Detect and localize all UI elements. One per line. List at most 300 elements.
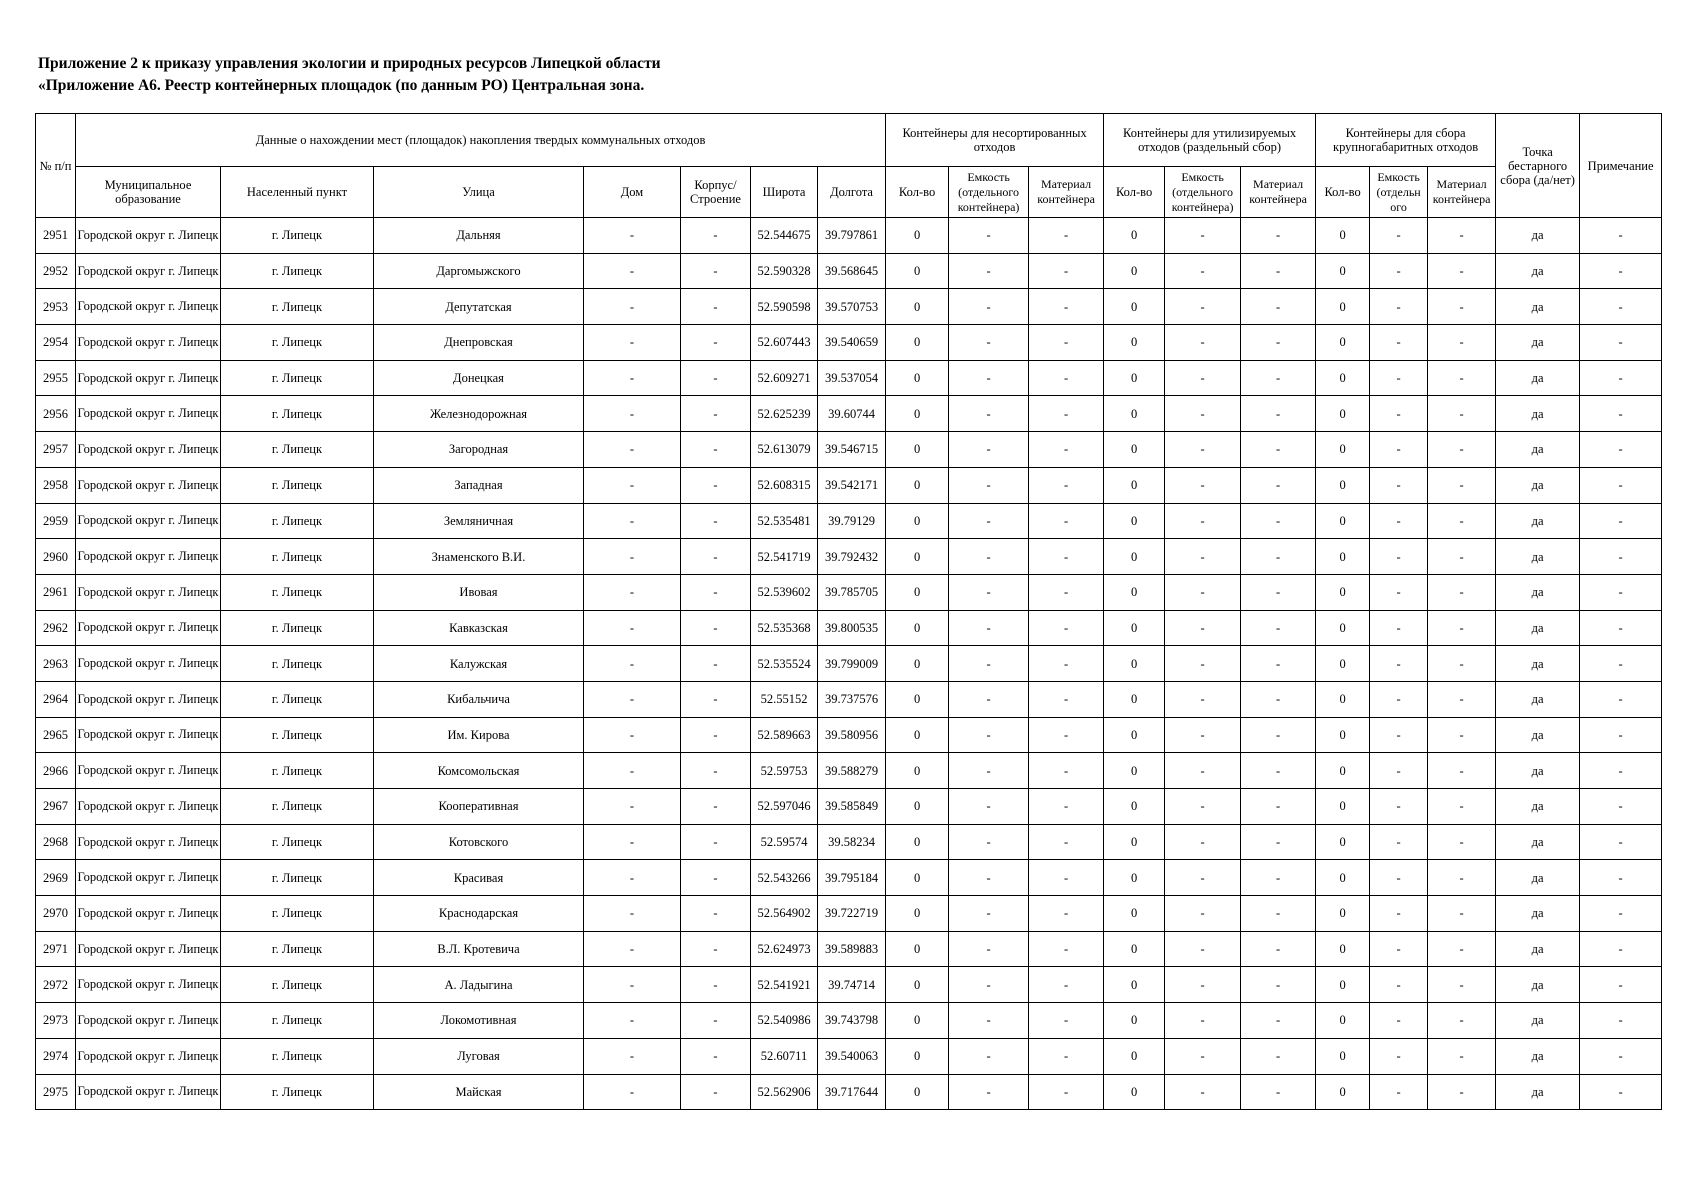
cell-number: 2957: [36, 432, 76, 468]
cell-unsorted-capacity: -: [949, 360, 1029, 396]
cell-bulky-count: 0: [1316, 1074, 1370, 1110]
cell-recyclable-material: -: [1241, 931, 1316, 967]
cell-bulky-capacity: -: [1370, 967, 1428, 1003]
cell-unsorted-count: 0: [886, 931, 949, 967]
cell-bulky-count: 0: [1316, 432, 1370, 468]
cell-bulky-capacity: -: [1370, 646, 1428, 682]
cell-street: Днепровская: [374, 325, 584, 361]
cell-street: Депутатская: [374, 289, 584, 325]
table-row: [36, 539, 1662, 575]
cell-unsorted-material: -: [1029, 1038, 1104, 1074]
cell-recyclable-material: -: [1241, 681, 1316, 717]
cell-bulky-material: -: [1428, 539, 1496, 575]
col-header-note: Примечание: [1580, 114, 1662, 218]
cell-latitude: 52.590598: [751, 289, 818, 325]
cell-unsorted-count: 0: [886, 610, 949, 646]
cell-bulky-capacity: -: [1370, 503, 1428, 539]
cell-bulky-capacity: -: [1370, 860, 1428, 896]
cell-settlement: г. Липецк: [221, 824, 374, 860]
table-row: [36, 1074, 1662, 1110]
cell-recyclable-count: 0: [1104, 467, 1165, 503]
cell-recyclable-count: 0: [1104, 1003, 1165, 1039]
cell-municipality: Городской округ г. Липецк: [76, 1038, 221, 1074]
cell-building: -: [681, 967, 751, 1003]
cell-bulky-material: -: [1428, 1003, 1496, 1039]
cell-unsorted-count: 0: [886, 896, 949, 932]
cell-latitude: 52.543266: [751, 860, 818, 896]
cell-bulky-material: -: [1428, 860, 1496, 896]
cell-house: -: [584, 860, 681, 896]
cell-municipality: Городской округ г. Липецк: [76, 789, 221, 825]
cell-unsorted-material: -: [1029, 860, 1104, 896]
cell-bulky-capacity: -: [1370, 1074, 1428, 1110]
cell-unsorted-count: 0: [886, 717, 949, 753]
cell-number: 2973: [36, 1003, 76, 1039]
cell-number: 2954: [36, 325, 76, 361]
cell-recyclable-count: 0: [1104, 325, 1165, 361]
cell-collection-point: да: [1496, 432, 1580, 468]
cell-street: Кооперативная: [374, 789, 584, 825]
cell-recyclable-capacity: -: [1165, 396, 1241, 432]
cell-unsorted-material: -: [1029, 824, 1104, 860]
cell-street: А. Ладыгина: [374, 967, 584, 1003]
cell-note: -: [1580, 1074, 1662, 1110]
cell-collection-point: да: [1496, 396, 1580, 432]
cell-note: -: [1580, 717, 1662, 753]
cell-street: Локомотивная: [374, 1003, 584, 1039]
cell-number: 2974: [36, 1038, 76, 1074]
cell-bulky-count: 0: [1316, 1038, 1370, 1074]
cell-unsorted-capacity: -: [949, 753, 1029, 789]
cell-municipality: Городской округ г. Липецк: [76, 289, 221, 325]
cell-collection-point: да: [1496, 646, 1580, 682]
cell-bulky-capacity: -: [1370, 753, 1428, 789]
cell-house: -: [584, 432, 681, 468]
cell-bulky-material: -: [1428, 824, 1496, 860]
cell-recyclable-count: 0: [1104, 753, 1165, 789]
table-row: [36, 789, 1662, 825]
cell-bulky-count: 0: [1316, 860, 1370, 896]
cell-unsorted-count: 0: [886, 574, 949, 610]
table-row: [36, 610, 1662, 646]
cell-unsorted-capacity: -: [949, 1038, 1029, 1074]
col-header-bulky-capacity: Емкость (отдельн ого: [1370, 167, 1428, 218]
cell-municipality: Городской округ г. Липецк: [76, 539, 221, 575]
cell-unsorted-material: -: [1029, 539, 1104, 575]
cell-bulky-material: -: [1428, 325, 1496, 361]
cell-number: 2971: [36, 931, 76, 967]
cell-note: -: [1580, 253, 1662, 289]
cell-recyclable-capacity: -: [1165, 896, 1241, 932]
cell-building: -: [681, 646, 751, 682]
cell-bulky-material: -: [1428, 717, 1496, 753]
cell-unsorted-capacity: -: [949, 289, 1029, 325]
cell-bulky-capacity: -: [1370, 289, 1428, 325]
cell-recyclable-count: 0: [1104, 931, 1165, 967]
cell-recyclable-count: 0: [1104, 360, 1165, 396]
cell-unsorted-capacity: -: [949, 717, 1029, 753]
cell-building: -: [681, 610, 751, 646]
cell-latitude: 52.59574: [751, 824, 818, 860]
cell-note: -: [1580, 860, 1662, 896]
cell-collection-point: да: [1496, 753, 1580, 789]
cell-recyclable-material: -: [1241, 1038, 1316, 1074]
cell-bulky-capacity: -: [1370, 931, 1428, 967]
document-heading: [38, 53, 661, 97]
cell-bulky-capacity: -: [1370, 325, 1428, 361]
cell-house: -: [584, 681, 681, 717]
cell-recyclable-material: -: [1241, 967, 1316, 1003]
cell-number: 2961: [36, 574, 76, 610]
cell-building: -: [681, 860, 751, 896]
cell-recyclable-count: 0: [1104, 681, 1165, 717]
cell-bulky-capacity: -: [1370, 253, 1428, 289]
cell-recyclable-capacity: -: [1165, 646, 1241, 682]
cell-number: 2968: [36, 824, 76, 860]
cell-bulky-material: -: [1428, 432, 1496, 468]
cell-recyclable-count: 0: [1104, 789, 1165, 825]
cell-recyclable-material: -: [1241, 503, 1316, 539]
cell-municipality: Городской округ г. Липецк: [76, 610, 221, 646]
cell-collection-point: да: [1496, 610, 1580, 646]
cell-municipality: Городской округ г. Липецк: [76, 646, 221, 682]
cell-settlement: г. Липецк: [221, 325, 374, 361]
cell-unsorted-count: 0: [886, 289, 949, 325]
col-group-location: Данные о нахождении мест (площадок) накопления твердых коммунальных отходов: [76, 114, 886, 167]
cell-unsorted-capacity: -: [949, 253, 1029, 289]
cell-bulky-capacity: -: [1370, 1003, 1428, 1039]
cell-bulky-material: -: [1428, 1038, 1496, 1074]
cell-note: -: [1580, 432, 1662, 468]
cell-settlement: г. Липецк: [221, 253, 374, 289]
cell-settlement: г. Липецк: [221, 717, 374, 753]
cell-street: Кибальчича: [374, 681, 584, 717]
cell-recyclable-count: 0: [1104, 646, 1165, 682]
col-header-unsorted-count: Кол-во: [886, 167, 949, 218]
cell-collection-point: да: [1496, 967, 1580, 1003]
cell-settlement: г. Липецк: [221, 860, 374, 896]
cell-number: 2966: [36, 753, 76, 789]
cell-unsorted-count: 0: [886, 1038, 949, 1074]
cell-latitude: 52.564902: [751, 896, 818, 932]
cell-longitude: 39.585849: [818, 789, 886, 825]
cell-number: 2958: [36, 467, 76, 503]
cell-street: Красивая: [374, 860, 584, 896]
col-header-recyclable-capacity: Емкость (отдельного контейнера): [1165, 167, 1241, 218]
cell-number: 2970: [36, 896, 76, 932]
cell-bulky-material: -: [1428, 253, 1496, 289]
cell-unsorted-material: -: [1029, 325, 1104, 361]
cell-longitude: 39.795184: [818, 860, 886, 896]
cell-recyclable-count: 0: [1104, 539, 1165, 575]
cell-municipality: Городской округ г. Липецк: [76, 503, 221, 539]
cell-collection-point: да: [1496, 218, 1580, 254]
cell-unsorted-count: 0: [886, 860, 949, 896]
cell-building: -: [681, 789, 751, 825]
cell-building: -: [681, 396, 751, 432]
cell-note: -: [1580, 967, 1662, 1003]
cell-house: -: [584, 396, 681, 432]
cell-house: -: [584, 539, 681, 575]
cell-house: -: [584, 824, 681, 860]
cell-unsorted-count: 0: [886, 1074, 949, 1110]
cell-unsorted-count: 0: [886, 824, 949, 860]
cell-latitude: 52.535368: [751, 610, 818, 646]
cell-building: -: [681, 717, 751, 753]
cell-note: -: [1580, 218, 1662, 254]
cell-settlement: г. Липецк: [221, 1074, 374, 1110]
cell-unsorted-material: -: [1029, 681, 1104, 717]
cell-recyclable-material: -: [1241, 896, 1316, 932]
cell-recyclable-material: -: [1241, 860, 1316, 896]
cell-number: 2969: [36, 860, 76, 896]
cell-bulky-count: 0: [1316, 289, 1370, 325]
cell-recyclable-material: -: [1241, 574, 1316, 610]
col-header-bulky-count: Кол-во: [1316, 167, 1370, 218]
cell-building: -: [681, 753, 751, 789]
cell-unsorted-capacity: -: [949, 432, 1029, 468]
cell-bulky-capacity: -: [1370, 574, 1428, 610]
cell-unsorted-material: -: [1029, 218, 1104, 254]
cell-latitude: 52.55152: [751, 681, 818, 717]
cell-recyclable-capacity: -: [1165, 325, 1241, 361]
cell-latitude: 52.562906: [751, 1074, 818, 1110]
cell-recyclable-capacity: -: [1165, 789, 1241, 825]
cell-longitude: 39.537054: [818, 360, 886, 396]
cell-municipality: Городской округ г. Липецк: [76, 753, 221, 789]
cell-recyclable-capacity: -: [1165, 467, 1241, 503]
col-header-municipality: Муниципальное образование: [76, 167, 221, 218]
cell-municipality: Городской округ г. Липецк: [76, 896, 221, 932]
cell-bulky-count: 0: [1316, 396, 1370, 432]
cell-unsorted-capacity: -: [949, 539, 1029, 575]
cell-longitude: 39.74714: [818, 967, 886, 1003]
table-row: [36, 717, 1662, 753]
cell-bulky-material: -: [1428, 967, 1496, 1003]
cell-building: -: [681, 824, 751, 860]
cell-unsorted-capacity: -: [949, 896, 1029, 932]
cell-unsorted-count: 0: [886, 646, 949, 682]
cell-unsorted-material: -: [1029, 396, 1104, 432]
cell-latitude: 52.535481: [751, 503, 818, 539]
cell-recyclable-material: -: [1241, 1003, 1316, 1039]
cell-unsorted-count: 0: [886, 753, 949, 789]
cell-municipality: Городской округ г. Липецк: [76, 931, 221, 967]
col-header-number: № п/п: [36, 114, 76, 218]
cell-settlement: г. Липецк: [221, 1003, 374, 1039]
cell-longitude: 39.737576: [818, 681, 886, 717]
cell-recyclable-count: 0: [1104, 824, 1165, 860]
cell-longitude: 39.743798: [818, 1003, 886, 1039]
cell-latitude: 52.535524: [751, 646, 818, 682]
cell-bulky-capacity: -: [1370, 467, 1428, 503]
table-row: [36, 396, 1662, 432]
cell-bulky-material: -: [1428, 218, 1496, 254]
cell-unsorted-material: -: [1029, 289, 1104, 325]
cell-note: -: [1580, 931, 1662, 967]
cell-number: 2967: [36, 789, 76, 825]
cell-recyclable-material: -: [1241, 467, 1316, 503]
cell-recyclable-capacity: -: [1165, 824, 1241, 860]
cell-note: -: [1580, 289, 1662, 325]
cell-collection-point: да: [1496, 467, 1580, 503]
cell-building: -: [681, 432, 751, 468]
cell-longitude: 39.580956: [818, 717, 886, 753]
container-site-registry-table: [35, 113, 1662, 1110]
cell-recyclable-material: -: [1241, 610, 1316, 646]
cell-recyclable-capacity: -: [1165, 574, 1241, 610]
cell-number: 2960: [36, 539, 76, 575]
cell-longitude: 39.800535: [818, 610, 886, 646]
cell-number: 2964: [36, 681, 76, 717]
cell-settlement: г. Липецк: [221, 289, 374, 325]
cell-note: -: [1580, 574, 1662, 610]
cell-recyclable-capacity: -: [1165, 860, 1241, 896]
cell-street: Майская: [374, 1074, 584, 1110]
cell-building: -: [681, 503, 751, 539]
cell-unsorted-material: -: [1029, 253, 1104, 289]
cell-street: Кавказская: [374, 610, 584, 646]
table-row: [36, 218, 1662, 254]
cell-longitude: 39.799009: [818, 646, 886, 682]
table-row: [36, 574, 1662, 610]
col-header-bulky-material: Материал контейнера: [1428, 167, 1496, 218]
cell-bulky-count: 0: [1316, 539, 1370, 575]
table-row: [36, 681, 1662, 717]
cell-settlement: г. Липецк: [221, 896, 374, 932]
cell-note: -: [1580, 646, 1662, 682]
cell-longitude: 39.540659: [818, 325, 886, 361]
cell-recyclable-count: 0: [1104, 396, 1165, 432]
cell-house: -: [584, 503, 681, 539]
col-header-street: Улица: [374, 167, 584, 218]
cell-longitude: 39.546715: [818, 432, 886, 468]
cell-street: Земляничная: [374, 503, 584, 539]
cell-longitude: 39.570753: [818, 289, 886, 325]
cell-unsorted-count: 0: [886, 360, 949, 396]
cell-latitude: 52.541921: [751, 967, 818, 1003]
cell-settlement: г. Липецк: [221, 789, 374, 825]
cell-unsorted-material: -: [1029, 1003, 1104, 1039]
cell-building: -: [681, 896, 751, 932]
cell-bulky-count: 0: [1316, 503, 1370, 539]
cell-latitude: 52.624973: [751, 931, 818, 967]
cell-municipality: Городской округ г. Липецк: [76, 717, 221, 753]
cell-bulky-capacity: -: [1370, 789, 1428, 825]
cell-house: -: [584, 646, 681, 682]
cell-house: -: [584, 789, 681, 825]
cell-recyclable-capacity: -: [1165, 1074, 1241, 1110]
cell-bulky-count: 0: [1316, 753, 1370, 789]
cell-bulky-count: 0: [1316, 717, 1370, 753]
col-header-longitude: Долгота: [818, 167, 886, 218]
cell-building: -: [681, 1074, 751, 1110]
cell-street: Железнодорожная: [374, 396, 584, 432]
col-header-recyclable-material: Материал контейнера: [1241, 167, 1316, 218]
cell-house: -: [584, 218, 681, 254]
cell-collection-point: да: [1496, 681, 1580, 717]
cell-unsorted-count: 0: [886, 218, 949, 254]
cell-settlement: г. Липецк: [221, 610, 374, 646]
table-row: [36, 253, 1662, 289]
cell-street: Комсомольская: [374, 753, 584, 789]
cell-bulky-material: -: [1428, 646, 1496, 682]
cell-bulky-capacity: -: [1370, 1038, 1428, 1074]
cell-bulky-count: 0: [1316, 967, 1370, 1003]
cell-latitude: 52.607443: [751, 325, 818, 361]
table-row: [36, 360, 1662, 396]
cell-recyclable-capacity: -: [1165, 931, 1241, 967]
cell-longitude: 39.797861: [818, 218, 886, 254]
cell-longitude: 39.717644: [818, 1074, 886, 1110]
table-row: [36, 432, 1662, 468]
cell-unsorted-material: -: [1029, 503, 1104, 539]
cell-recyclable-material: -: [1241, 289, 1316, 325]
cell-collection-point: да: [1496, 1038, 1580, 1074]
cell-number: 2963: [36, 646, 76, 682]
col-group-bulky: Контейнеры для сбора крупногабаритных отходов: [1316, 114, 1496, 167]
cell-bulky-material: -: [1428, 574, 1496, 610]
cell-recyclable-material: -: [1241, 1074, 1316, 1110]
title-line-1: Приложение 2 к приказу управления экологии и природных ресурсов Липецкой области: [38, 55, 661, 72]
cell-house: -: [584, 931, 681, 967]
col-group-unsorted: Контейнеры для несортированных отходов: [886, 114, 1104, 167]
table-row: [36, 967, 1662, 1003]
cell-unsorted-material: -: [1029, 931, 1104, 967]
cell-longitude: 39.568645: [818, 253, 886, 289]
cell-unsorted-capacity: -: [949, 824, 1029, 860]
cell-unsorted-capacity: -: [949, 503, 1029, 539]
cell-recyclable-count: 0: [1104, 253, 1165, 289]
cell-number: 2952: [36, 253, 76, 289]
cell-street: В.Л. Кротевича: [374, 931, 584, 967]
cell-recyclable-count: 0: [1104, 717, 1165, 753]
cell-longitude: 39.58234: [818, 824, 886, 860]
cell-municipality: Городской округ г. Липецк: [76, 1003, 221, 1039]
cell-unsorted-material: -: [1029, 360, 1104, 396]
cell-building: -: [681, 289, 751, 325]
cell-house: -: [584, 967, 681, 1003]
cell-bulky-material: -: [1428, 1074, 1496, 1110]
cell-latitude: 52.613079: [751, 432, 818, 468]
cell-bulky-count: 0: [1316, 646, 1370, 682]
cell-settlement: г. Липецк: [221, 467, 374, 503]
table-row: [36, 503, 1662, 539]
cell-recyclable-count: 0: [1104, 503, 1165, 539]
cell-building: -: [681, 467, 751, 503]
cell-collection-point: да: [1496, 717, 1580, 753]
cell-unsorted-material: -: [1029, 646, 1104, 682]
cell-latitude: 52.60711: [751, 1038, 818, 1074]
cell-collection-point: да: [1496, 503, 1580, 539]
cell-recyclable-count: 0: [1104, 1038, 1165, 1074]
cell-latitude: 52.590328: [751, 253, 818, 289]
cell-latitude: 52.609271: [751, 360, 818, 396]
cell-recyclable-capacity: -: [1165, 967, 1241, 1003]
cell-bulky-capacity: -: [1370, 610, 1428, 646]
col-header-building: Корпус/ Строение: [681, 167, 751, 218]
cell-house: -: [584, 467, 681, 503]
cell-building: -: [681, 325, 751, 361]
table-row: [36, 860, 1662, 896]
cell-recyclable-material: -: [1241, 753, 1316, 789]
cell-bulky-material: -: [1428, 503, 1496, 539]
cell-recyclable-count: 0: [1104, 574, 1165, 610]
cell-collection-point: да: [1496, 896, 1580, 932]
cell-longitude: 39.589883: [818, 931, 886, 967]
cell-municipality: Городской округ г. Липецк: [76, 253, 221, 289]
cell-longitude: 39.542171: [818, 467, 886, 503]
